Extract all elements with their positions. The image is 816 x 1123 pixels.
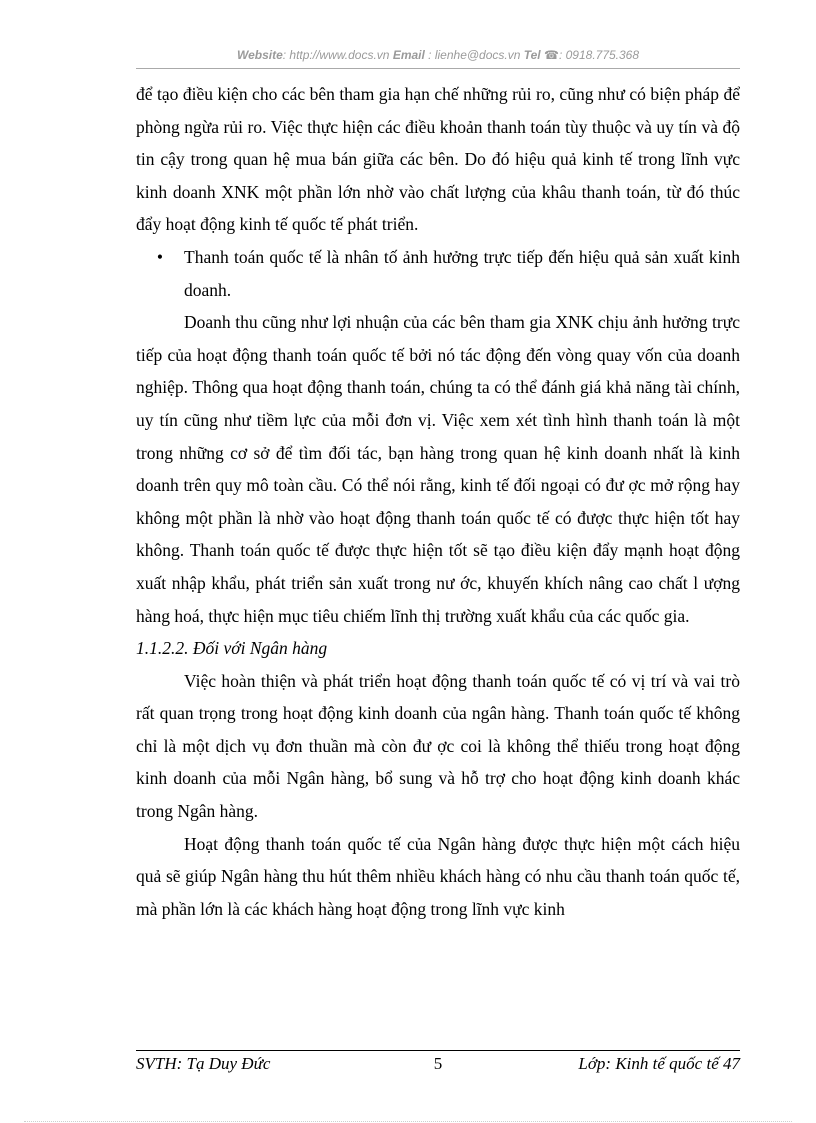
section-heading: 1.1.2.2. Đối với Ngân hàng [136, 638, 328, 659]
phone-icon: ☎ [544, 48, 559, 62]
footer-class: Lớp: Kinh tế quốc tế 47 [578, 1054, 740, 1073]
paragraph-1: để tạo điều kiện cho các bên tham gia hạn chế những rủi ro, cũng như có biện pháp để phòng ngừa rủi ro. Việc thực hiện các điều khoản thanh toán tùy thuộc và uy tín và độ tin cậy trong quan hệ mua bán giữa các bên. Do đó hiệu quả kinh tế trong lĩnh vực kinh doanh XNK một phần lớn nhờ vào chất lượng của khâu thanh toán, từ đó thúc đẩy hoạt động kinh tế quốc tế phát triển. [136, 84, 740, 235]
tel-label: Tel [523, 48, 541, 62]
website-label: Website [236, 48, 283, 62]
bullet-item [136, 241, 740, 306]
email-label: Email [392, 48, 425, 62]
page-footer [136, 1054, 740, 1078]
page-bottom-border [24, 1121, 792, 1122]
paragraph-2: Doanh thu cũng như lợi nhuận của các bên tham gia XNK chịu ảnh hưởng trực tiếp của hoạt động thanh toán quốc tế bởi nó tác động đến vòng quay vốn của doanh nghiệp. Thông qua hoạt động thanh toán, chúng ta có thể đánh giá khả năng tài chính, uy tín cũng như tiềm lực của mỗi đơn vị. Việc xem xét tình hình thanh toán là một trong những cơ sở để tìm đối tác, bạn hàng trong quan hệ kinh doanh nhất là kinh doanh trên quy mô toàn cầu. Có thể nói rằng, kinh tế đối ngoại có đư ợc mở rộng hay không một phần là nhờ vào hoạt động thanh toán quốc tế có được thực hiện tốt hay không. Thanh toán quốc tế được thực hiện tốt sẽ tạo điều kiện đẩy mạnh hoạt động xuất nhập khẩu, phát triển sản xuất trong nư ớc, khuyến khích nâng cao chất l ượng hàng hoá, thực hiện mục tiêu chiếm lĩnh thị trường xuất khẩu của các quốc gia. [136, 312, 740, 626]
paragraph-4: Hoạt động thanh toán quốc tế của Ngân hàng được thực hiện một cách hiệu quả sẽ giúp Ngân hàng thu hút thêm nhiều khách hàng có nhu cầu thanh toán quốc tế, mà phần lớn là các khách hàng hoạt động trong lĩnh vực kinh [136, 833, 740, 919]
website-value: : http://www.docs.vn [282, 48, 390, 62]
tel-value: : 0918.775.368 [558, 48, 640, 62]
paragraph-3: Việc hoàn thiện và phát triển hoạt động thanh toán quốc tế có vị trí và vai trò rất quan trọng trong hoạt động kinh doanh của ngân hàng. Thanh toán quốc tế không chỉ là một dịch vụ đơn thuần mà còn đư ợc coi là không thể thiếu trong hoạt động kinh doanh của mỗi Ngân hàng, bổ sung và hỗ trợ cho hoạt động kinh doanh khác trong Ngân hàng. [136, 670, 740, 822]
header-divider [136, 68, 740, 69]
document-body [136, 78, 740, 925]
bullet-icon: • [156, 246, 164, 267]
page-number: 5 [433, 1054, 443, 1073]
email-value: : lienhe@docs.vn [428, 48, 521, 62]
page-header [136, 48, 740, 66]
footer-divider [136, 1050, 740, 1051]
footer-author: SVTH: Tạ Duy Đức [136, 1054, 271, 1073]
bullet-text: Thanh toán quốc tế là nhân tố ảnh hưởng trực tiếp đến hiệu quả sản xuất kinh doanh. [184, 246, 740, 300]
